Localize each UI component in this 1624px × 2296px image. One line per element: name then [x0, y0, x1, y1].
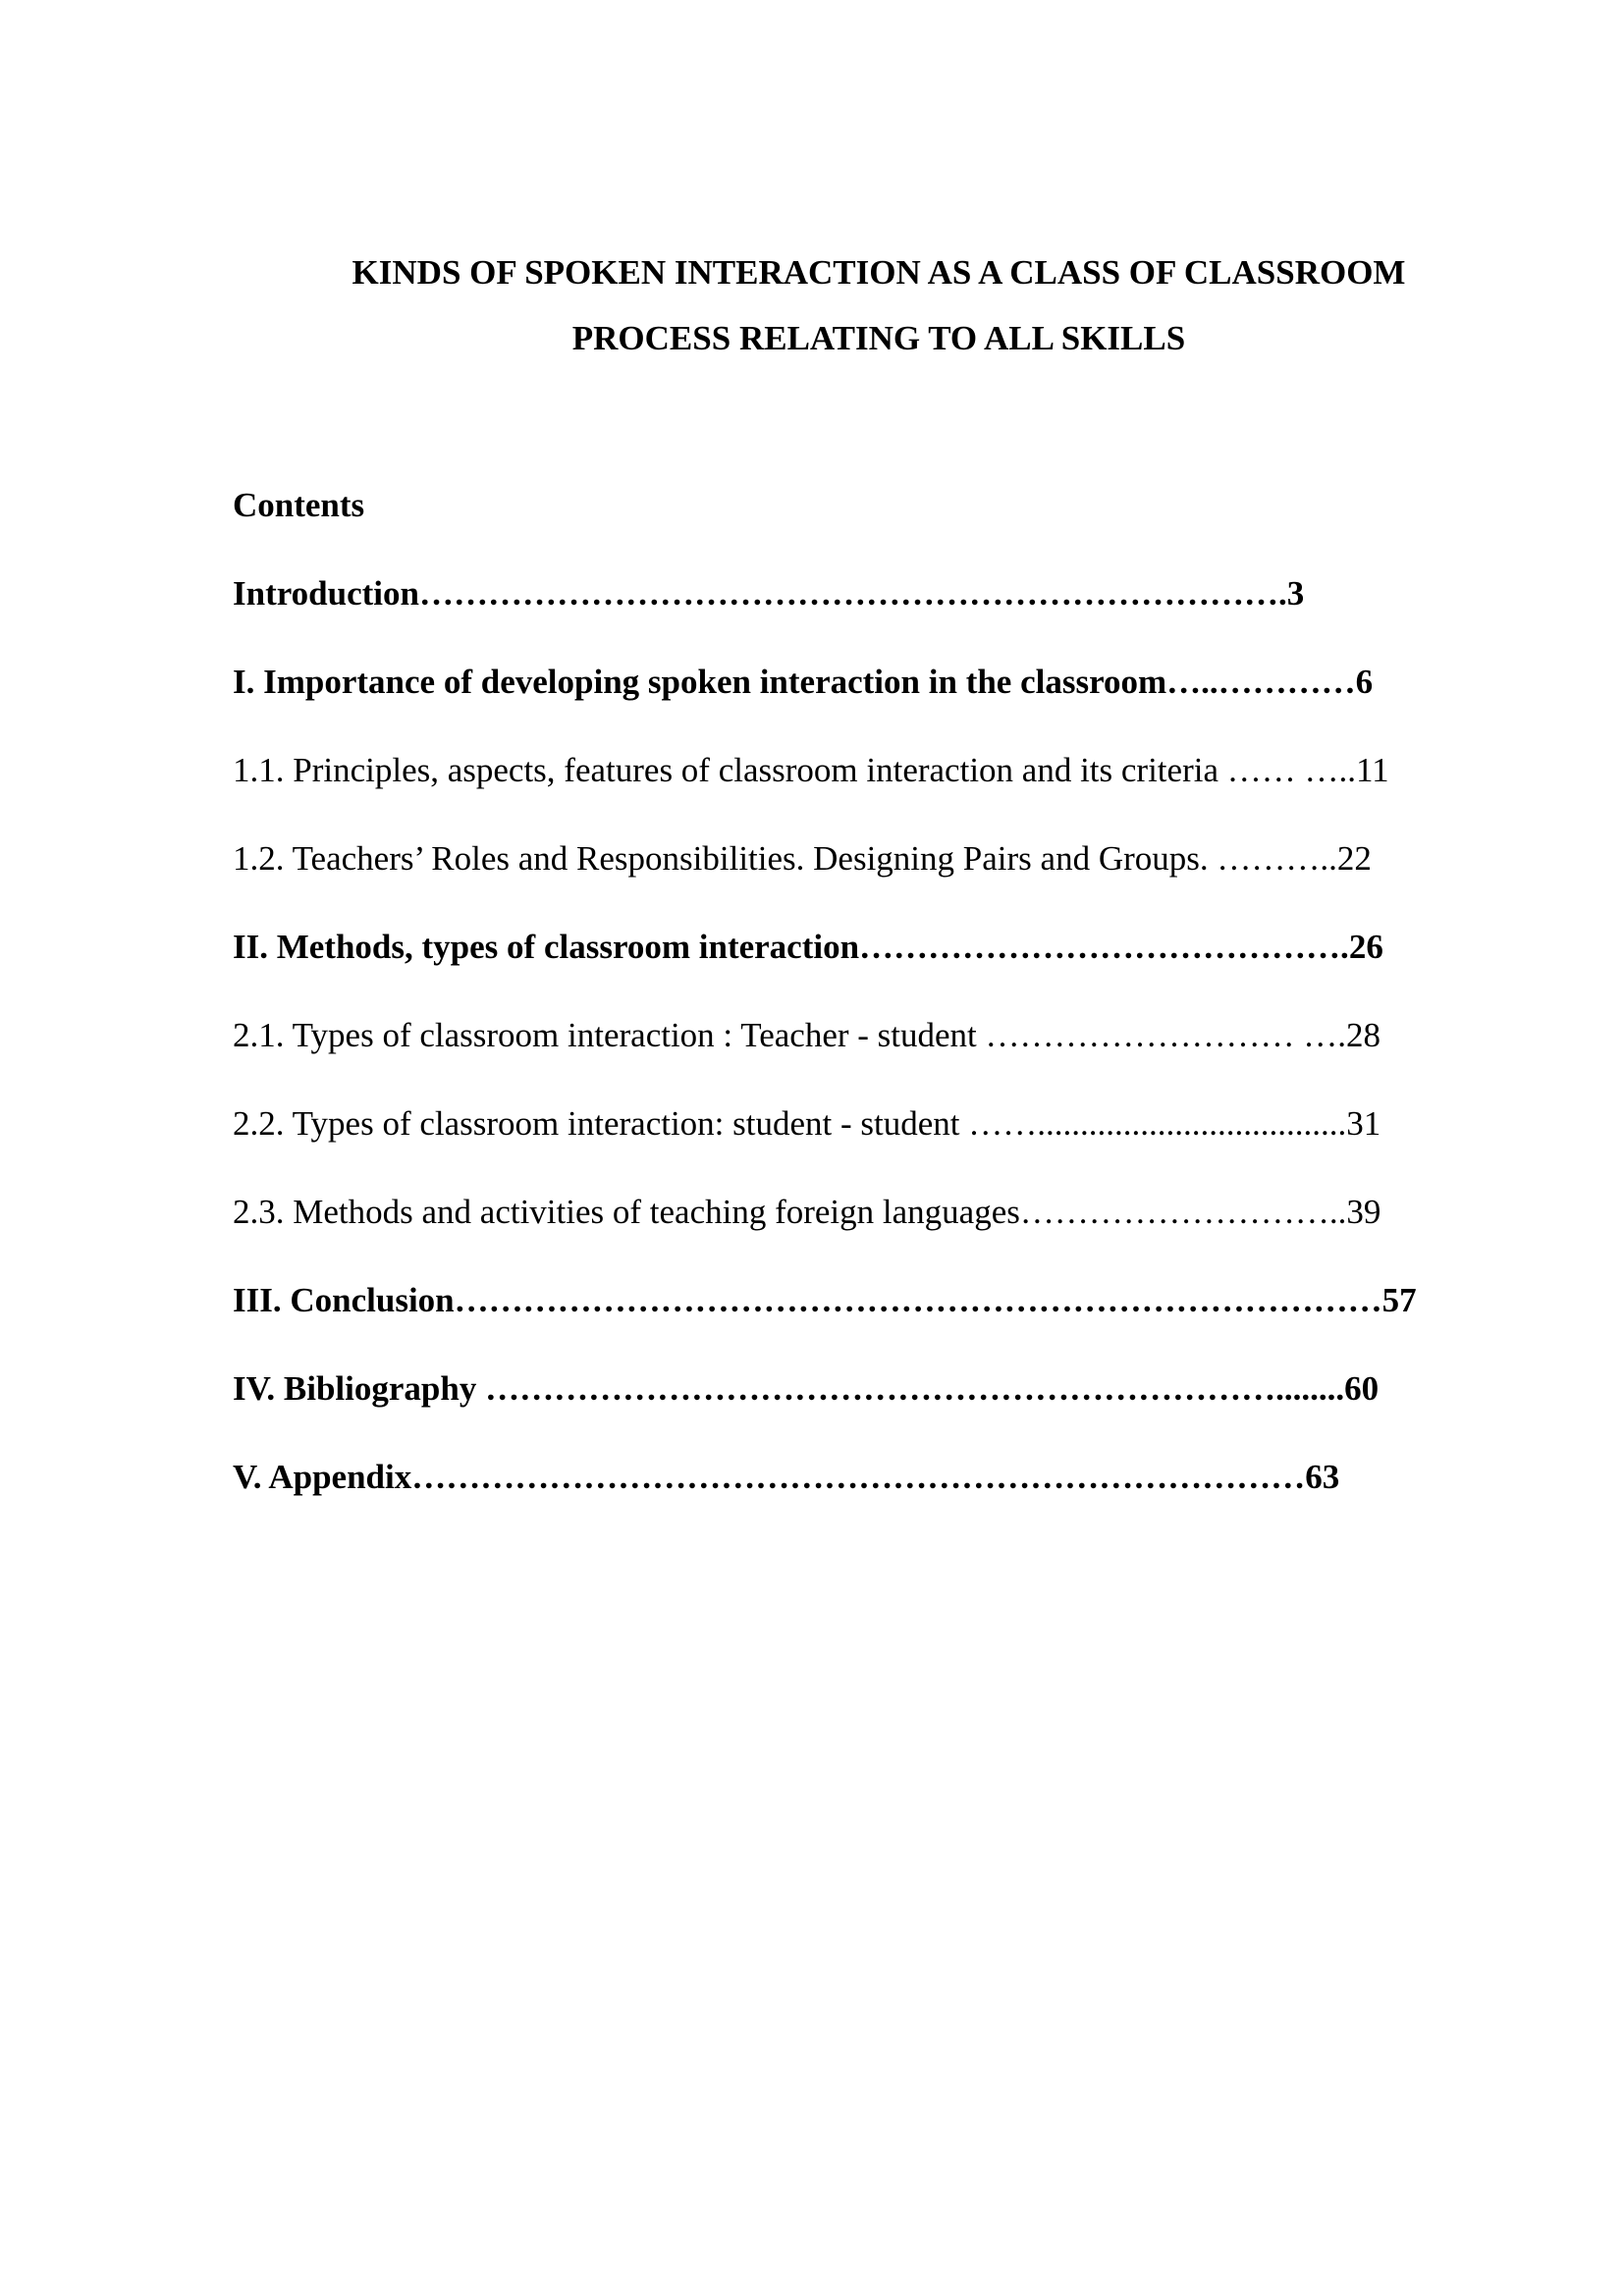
toc-entry-page-number: 60	[1344, 1369, 1380, 1408]
toc-entry-bibliography[interactable]	[233, 1366, 1519, 1455]
toc-entry-label: II. Methods, types of classroom interaction…………………………………….	[233, 928, 1349, 966]
toc-entry-conclusion[interactable]	[233, 1278, 1519, 1366]
toc-entry-appendix[interactable]	[233, 1455, 1519, 1543]
document-title-line-1: KINDS OF SPOKEN INTERACTION AS A CLASS OF CLASSROOM	[352, 253, 1406, 292]
table-of-contents	[233, 571, 1519, 1543]
toc-entry-chapter-2[interactable]	[233, 925, 1519, 1013]
toc-entry-page-number: 39	[1346, 1193, 1381, 1231]
toc-entry-section-2-1[interactable]	[233, 1013, 1519, 1101]
toc-entry-chapter-1[interactable]	[233, 660, 1519, 748]
toc-entry-section-1-2[interactable]	[233, 836, 1519, 925]
toc-entry-page-number: 6	[1355, 663, 1374, 701]
toc-entry-label: 2.2. Types of classroom interaction: student - student ……....................................	[233, 1104, 1347, 1143]
toc-entry-label: 2.1. Types of classroom interaction : Teacher - student ……………………… ….	[233, 1016, 1347, 1054]
toc-entry-label: I. Importance of developing spoken interaction in the classroom…..…………	[233, 663, 1356, 701]
document-title	[196, 240, 1561, 371]
toc-entry-page-number: 63	[1305, 1458, 1340, 1496]
toc-entry-label: Introduction………………………………………………………………….	[233, 574, 1287, 613]
document-title-line-2: PROCESS RELATING TO ALL SKILLS	[571, 319, 1186, 357]
toc-entry-page-number: 31	[1346, 1104, 1381, 1143]
toc-entry-label: III. Conclusion………………………………………………………………………	[233, 1281, 1382, 1319]
toc-entry-page-number: 22	[1336, 839, 1372, 878]
toc-entry-label: V. Appendix……………………………………………………………………	[233, 1458, 1306, 1496]
toc-entry-label: 2.3. Methods and activities of teaching foreign languages………………………..	[233, 1193, 1347, 1231]
toc-entry-label: IV. Bibliography ……………………………………………………………........	[233, 1369, 1345, 1408]
toc-entry-page-number: 26	[1348, 928, 1383, 966]
contents-heading: Contents	[233, 486, 365, 524]
toc-entry-page-number: 28	[1346, 1016, 1381, 1054]
toc-entry-label: 1.1. Principles, aspects, features of classroom interaction and its criteria …… …..	[233, 751, 1356, 789]
toc-entry-introduction[interactable]	[233, 571, 1519, 660]
toc-entry-label: 1.2. Teachers’ Roles and Responsibilities. Designing Pairs and Groups. ………..	[233, 839, 1337, 878]
toc-entry-section-2-3[interactable]	[233, 1190, 1519, 1278]
toc-entry-page-number: 11	[1355, 751, 1389, 789]
toc-entry-page-number: 3	[1286, 574, 1305, 613]
toc-entry-section-2-2[interactable]	[233, 1101, 1519, 1190]
toc-entry-section-1-1[interactable]	[233, 748, 1519, 836]
toc-entry-page-number: 57	[1381, 1281, 1417, 1319]
